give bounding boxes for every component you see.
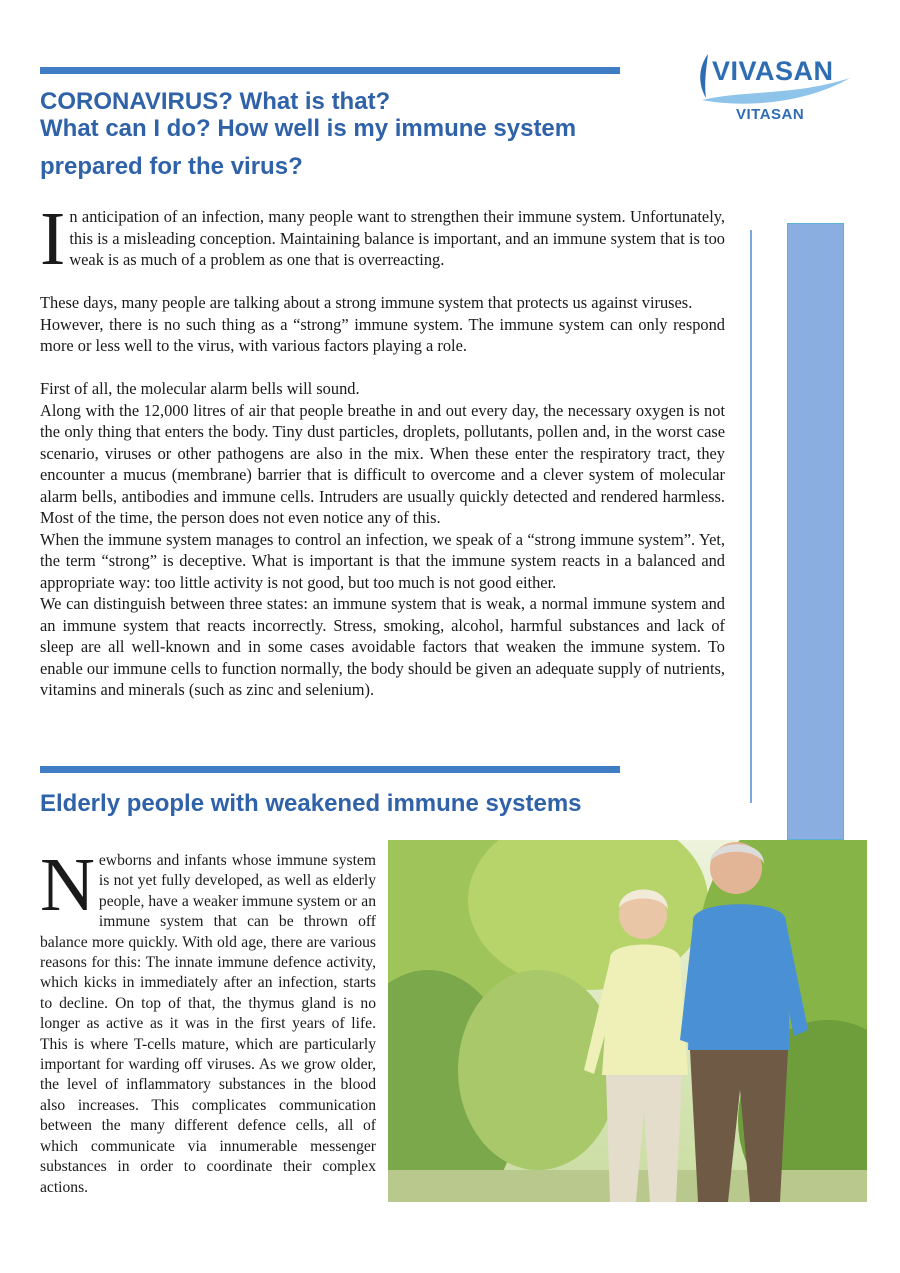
side-accent-box — [787, 223, 844, 840]
paragraph-7: We can distinguish between three states: an immune system that is weak, a normal immune system and an immune system that reacts incorrectly. Stress, smoking, alcohol, harmful substances and lack of sleep are all well-known and in some cases avoidable factors that weaken the immune system. To enable our immune cells to function normally, the body should be given an adequate supply of nutrients, vitamins and minerals (such as zinc and selenium). — [40, 594, 725, 699]
headline-line-3: prepared for the virus? — [40, 153, 303, 180]
side-accent-line — [750, 230, 752, 803]
drop-cap: N — [40, 843, 95, 927]
top-divider — [40, 67, 620, 74]
headline-line-2: What can I do? How well is my immune system — [40, 115, 577, 142]
vivasan-logo — [694, 50, 854, 130]
elderly-article-text: ewborns and infants whose immune system is not yet fully developed, as well as elderly people, have a weaker immune system or an immune system that can be thrown off balance more quickly. With old age, there are various reasons for this: The innate immune defence activity, which kicks in immediately after an infection, starts to decline. On top of that, the thymus gland is no longer as active as it was in the first years of life. This is where T-cells mature, which are particularly important for warding off viruses. As we grow older, the level of inflammatory substances in the blood also increases. This complicates communication between the many different defence cells, all of which communicate via innumerable messenger substances in order to coordinate their complex actions. — [40, 852, 376, 1196]
paragraph-2: These days, many people are talking about a strong immune system that protects us against viruses. — [40, 293, 693, 312]
page-headline — [40, 88, 680, 180]
section-heading: Elderly people with weakened immune systems — [40, 790, 582, 817]
middle-divider — [40, 766, 620, 773]
intro-article — [40, 197, 725, 701]
paragraph-1 — [40, 197, 725, 281]
elderly-article — [40, 843, 376, 1198]
paragraph-5: Along with the 12,000 litres of air that people breathe in and out every day, the necessary oxygen is not the only thing that enters the body. Tiny dust particles, droplets, pollutants, pollen and, in the worst case scenario, viruses or other pathogens are also in the mix. When these enter the respiratory tract, they encounter a mucus (membrane) barrier that is difficult to overcome and a clever system of molecular alarm bells, antibodies and immune cells. Intruders are usually quickly detected and rendered harmless. Most of the time, the person does not even notice any of this. — [40, 400, 725, 527]
paragraph-4: First of all, the molecular alarm bells will sound. — [40, 379, 360, 398]
paragraph-6: When the immune system manages to control an infection, we speak of a “strong immune system”. Yet, the term “strong” is deceptive. What is important is that the immune system reacts in a balanced and appropriate way: too little activity is not good, but too much is not good either. — [40, 529, 725, 592]
elderly-couple-photo — [388, 840, 867, 1202]
logo-subtitle: VITASAN — [736, 106, 805, 123]
drop-cap: I — [40, 197, 66, 281]
paragraph-3: However, there is no such thing as a “strong” immune system. The immune system can only respond more or less well to the virus, with various factors playing a role. — [40, 314, 725, 355]
paragraph-1-text: n anticipation of an infection, many people want to strengthen their immune system. Unfortunately, this is a misleading conception. Maintaining balance is important, and an immune system that is too weak is as much of a problem as one that is overreacting. — [69, 207, 725, 269]
headline-line-1: CORONAVIRUS? What is that? — [40, 88, 391, 115]
logo-wordmark: VIVASAN — [712, 56, 834, 86]
